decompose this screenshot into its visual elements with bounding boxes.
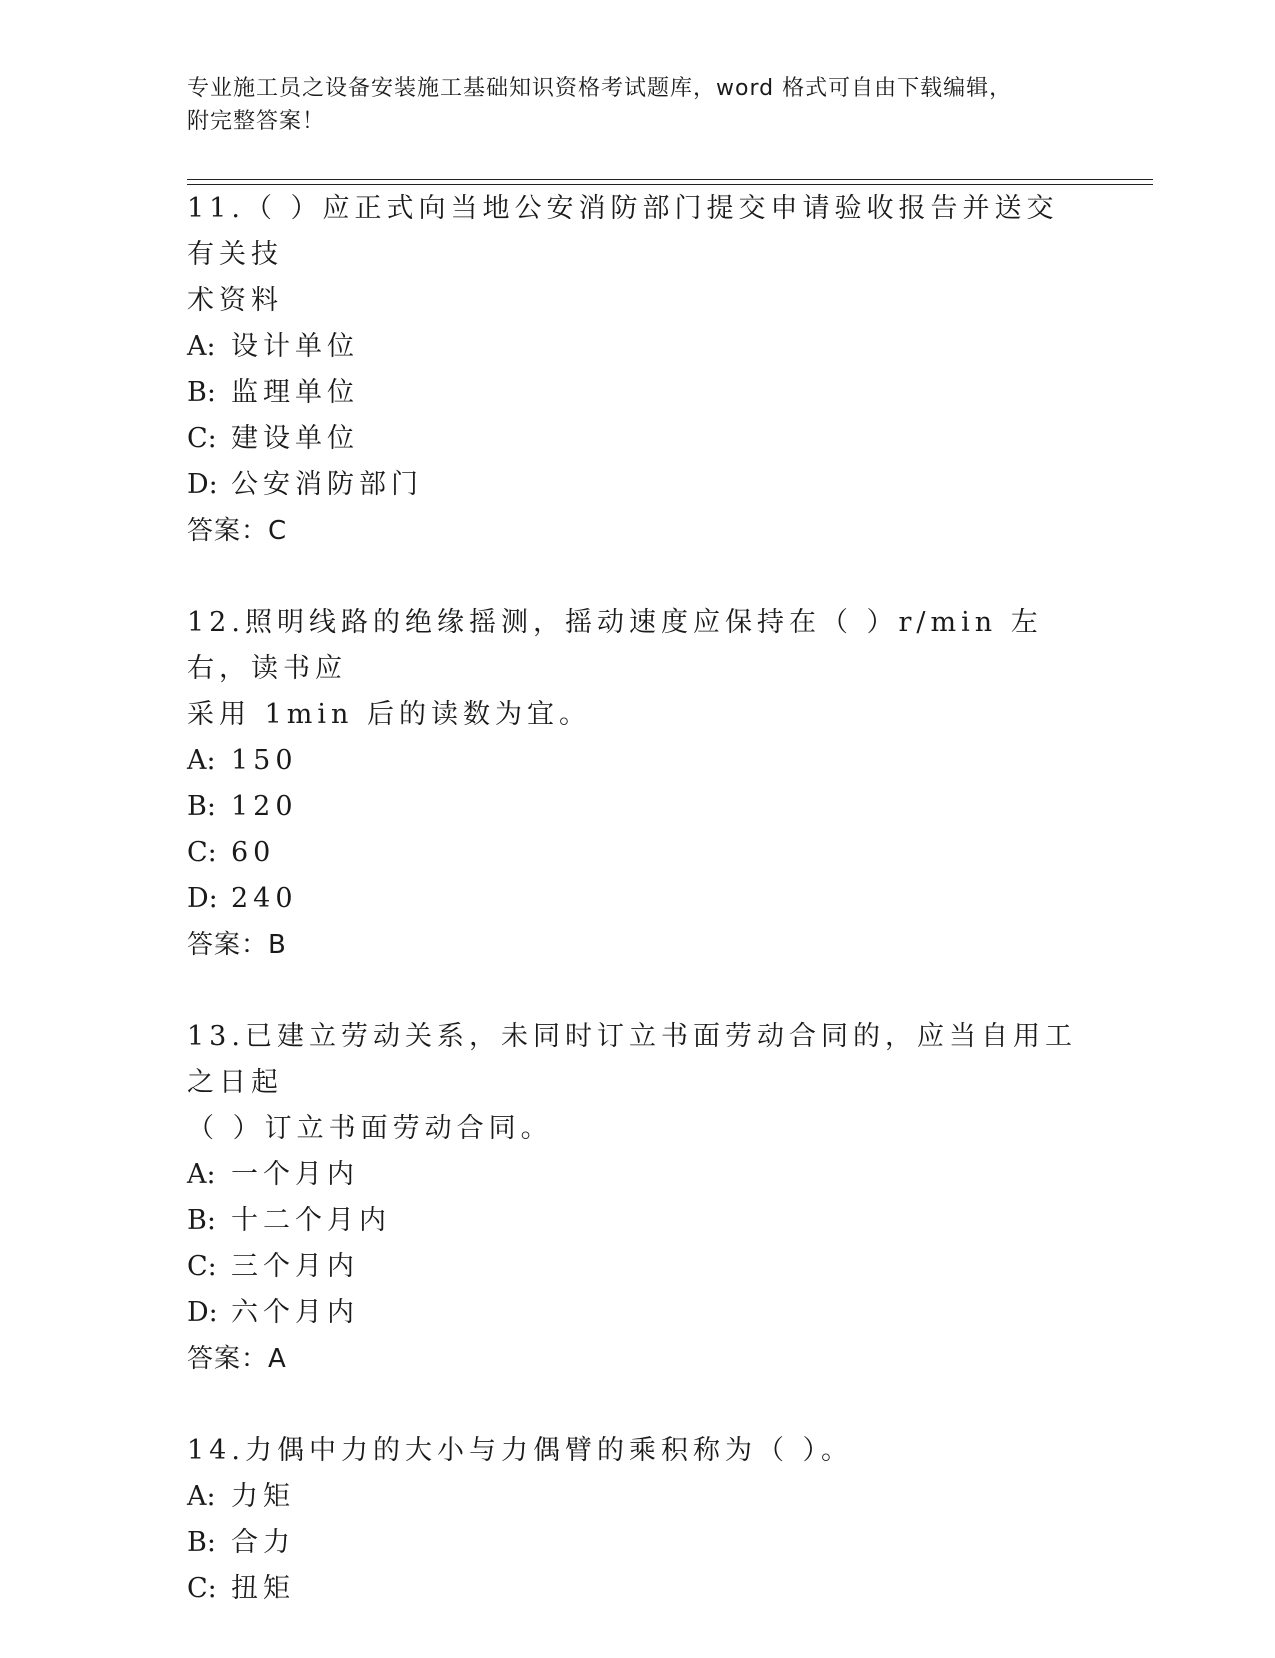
- option-key: D:: [187, 469, 218, 500]
- option-key: B:: [187, 1205, 216, 1236]
- option-key: A:: [187, 1159, 216, 1190]
- question-text-line-1: 11.（ ）应正式向当地公安消防部门提交申请验收报告并送交有关技: [187, 193, 1059, 270]
- option-c: [187, 830, 1087, 876]
- option-key: C:: [187, 423, 217, 454]
- option-b: [187, 370, 1087, 416]
- option-text: 60: [231, 837, 276, 868]
- option-key: A:: [187, 331, 216, 362]
- header-title-line-1: 专业施工员之设备安装施工基础知识资格考试题库，word 格式可自由下载编辑，: [187, 76, 1013, 101]
- question-text-line-2: （ ）订立书面劳动合同。: [187, 1113, 553, 1144]
- option-text: 三个月内: [231, 1251, 359, 1282]
- option-key: B:: [187, 791, 216, 822]
- option-text: 240: [231, 883, 298, 914]
- option-text: 合力: [231, 1527, 295, 1558]
- option-text: 监理单位: [231, 377, 359, 408]
- question-12: [187, 600, 1087, 968]
- option-a: [187, 324, 1087, 370]
- question-13: [187, 1014, 1087, 1382]
- option-key: D:: [187, 883, 218, 914]
- option-key: C:: [187, 1573, 217, 1604]
- option-text: 设计单位: [231, 331, 359, 362]
- option-key: B:: [187, 377, 216, 408]
- question-text-line-2: 采用 1min 后的读数为宜。: [187, 699, 591, 730]
- option-d: [187, 462, 1087, 508]
- option-key: C:: [187, 837, 217, 868]
- option-key: D:: [187, 1297, 218, 1328]
- question-text-line-1: 13.已建立劳动关系，未同时订立书面劳动合同的，应当自用工之日起: [187, 1021, 1077, 1098]
- option-text: 120: [231, 791, 298, 822]
- option-b: [187, 784, 1087, 830]
- question-14: [187, 1428, 1087, 1612]
- header-divider-bottom: [187, 184, 1153, 185]
- answer-line: 答案：B: [187, 930, 287, 960]
- option-b: [187, 1198, 1087, 1244]
- option-text: 150: [231, 745, 298, 776]
- option-text: 公安消防部门: [231, 469, 423, 500]
- question-text-line-1: 12.照明线路的绝缘摇测，摇动速度应保持在（ ）r/min 左右，读书应: [187, 607, 1043, 684]
- option-a: [187, 1474, 1087, 1520]
- option-text: 建设单位: [231, 423, 359, 454]
- option-text: 六个月内: [231, 1297, 359, 1328]
- question-list: [187, 186, 1087, 1658]
- header-divider-top: [187, 179, 1153, 180]
- option-key: B:: [187, 1527, 216, 1558]
- answer-line: 答案：A: [187, 1344, 287, 1374]
- option-text: 力矩: [231, 1481, 295, 1512]
- header-title-line-2: 附完整答案！: [187, 109, 326, 134]
- option-text: 十二个月内: [231, 1205, 391, 1236]
- option-c: [187, 1566, 1087, 1612]
- option-text: 一个月内: [231, 1159, 359, 1190]
- option-key: A:: [187, 745, 216, 776]
- option-c: [187, 1244, 1087, 1290]
- option-d: [187, 1290, 1087, 1336]
- option-c: [187, 416, 1087, 462]
- option-key: A:: [187, 1481, 216, 1512]
- option-key: C:: [187, 1251, 217, 1282]
- document-header: [187, 72, 1067, 138]
- option-d: [187, 876, 1087, 922]
- answer-line: 答案：C: [187, 516, 288, 546]
- question-text-line-1: 14.力偶中力的大小与力偶臂的乘积称为（ ）。: [187, 1435, 854, 1466]
- option-a: [187, 738, 1087, 784]
- option-text: 扭矩: [231, 1573, 295, 1604]
- question-11: [187, 186, 1087, 554]
- option-b: [187, 1520, 1087, 1566]
- option-a: [187, 1152, 1087, 1198]
- question-text-line-2: 术资料: [187, 285, 283, 316]
